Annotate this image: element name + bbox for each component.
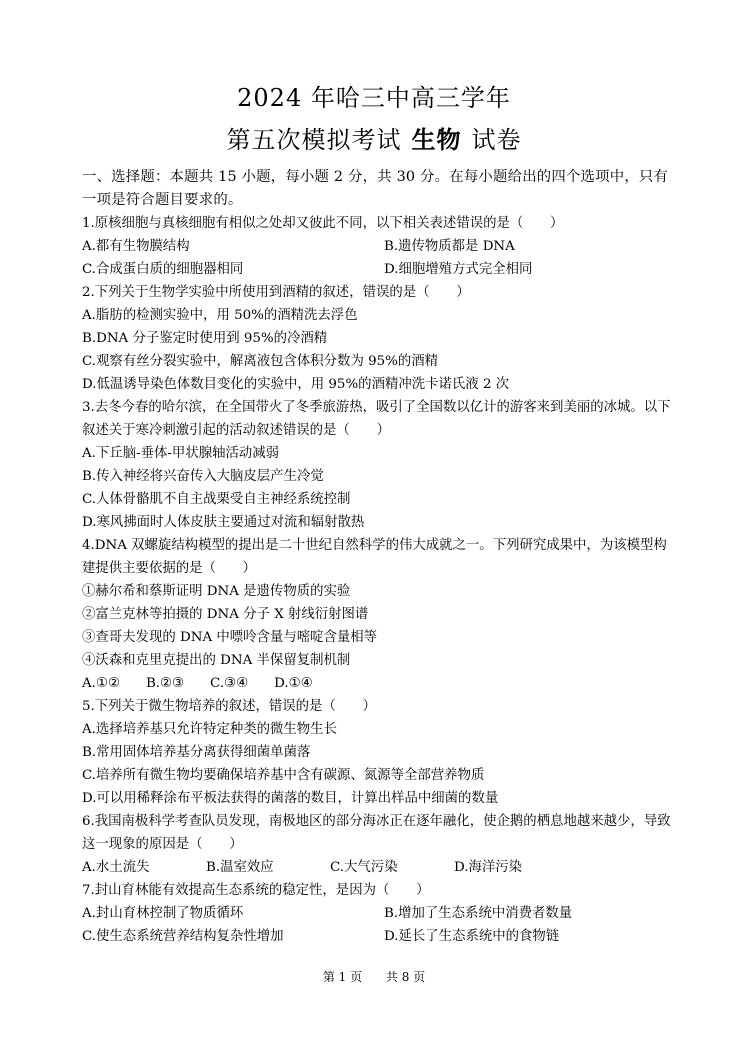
option-a: A.①② (82, 676, 120, 691)
question-3-stem: 3.去冬今春的哈尔滨，在全国带火了冬季旅游热，吸引了全国数以亿计的游客来到美丽的冰城。以下叙述关于寒冷刺激引起的活动叙述错误的是（ ） (82, 400, 671, 438)
exam-subject: 生物 (411, 126, 462, 154)
page-number: 第 1 页 (322, 970, 363, 984)
question-1-stem: 1.原核细胞与真核细胞有相似之处却又彼此不同，以下相关表述错误的是（ ） (82, 216, 564, 231)
option-c: C.观察有丝分裂实验中，解离液包含体积分数为 95%的酒精 (82, 354, 439, 369)
page-total: 共 8 页 (385, 970, 426, 984)
option-a: A.水土流失 (82, 860, 150, 875)
option-b: B.传入神经将兴奋传入大脑皮层产生冷觉 (82, 469, 324, 484)
option-c: C.人体骨骼肌不自主战栗受自主神经系统控制 (82, 492, 351, 507)
option-c: C.使生态系统营养结构复杂性增加 (82, 929, 284, 944)
statement-3: ③查哥夫发现的 DNA 中嘌呤含量与嘧啶含量相等 (82, 630, 378, 645)
question-7-stem: 7.封山育林能有效提高生态系统的稳定性，是因为（ ） (82, 883, 430, 898)
exam-content (82, 166, 672, 948)
option-a: A.脂肪的检测实验中，用 50%的酒精洗去浮色 (82, 308, 358, 323)
option-d: D.延长了生态系统中的食物链 (384, 929, 560, 944)
option-d: D.①④ (274, 676, 313, 691)
question-4-options (82, 672, 672, 695)
option-b: B.温室效应 (206, 860, 274, 875)
question-6-options (82, 856, 672, 879)
option-b: B.常用固体培养基分离获得细菌单菌落 (82, 745, 311, 760)
exam-title-suffix: 试卷 (471, 126, 522, 154)
question-6-stem: 6.我国南极科学考查队员发现，南极地区的部分海冰正在逐年融化，使企鹅的栖息地越来越少，导致这一现象的原因是（ ） (82, 814, 671, 852)
option-b: B.遗传物质都是 DNA (384, 239, 515, 254)
option-a: A.选择培养基只允许特定种类的微生物生长 (82, 722, 337, 737)
section-instructions: 一、选择题：本题共 15 小题，每小题 2 分，共 30 分。在每小题给出的四个选项中，只有一项是符合题目要求的。 (82, 169, 669, 208)
option-c: C.合成蛋白质的细胞器相同 (82, 262, 244, 277)
question-1-options-row1 (82, 235, 672, 258)
question-7-options-row1 (82, 902, 672, 925)
exam-title-line2 (0, 124, 748, 156)
option-c: C.大气污染 (330, 860, 398, 875)
option-d: D.低温诱导染色体数目变化的实验中，用 95%的酒精冲洗卡诺氏液 2 次 (82, 377, 510, 392)
option-a: A.下丘脑-垂体-甲状腺轴活动减弱 (82, 446, 280, 461)
statement-4: ④沃森和克里克提出的 DNA 半保留复制机制 (82, 653, 351, 668)
option-b: B.增加了生态系统中消费者数量 (384, 906, 573, 921)
statement-2: ②富兰克林等拍摄的 DNA 分子 X 射线衍射图谱 (82, 607, 369, 622)
question-7-options-row2 (82, 925, 672, 948)
option-d: D.细胞增殖方式完全相同 (384, 262, 533, 277)
option-d: D.海洋污染 (454, 860, 523, 875)
statement-1: ①赫尔希和蔡斯证明 DNA 是遗传物质的实验 (82, 584, 351, 599)
option-a: A.封山育林控制了物质循环 (82, 906, 244, 921)
question-1-options-row2 (82, 258, 672, 281)
question-2-stem: 2.下列关于生物学实验中所使用到酒精的叙述，错误的是（ ） (82, 285, 470, 300)
option-b: B.DNA 分子鉴定时使用到 95%的冷酒精 (82, 331, 328, 346)
page-footer (0, 969, 748, 985)
exam-title-line1: 2024 年哈三中高三学年 (237, 84, 511, 112)
option-c: C.③④ (210, 676, 249, 691)
option-b: B.②③ (145, 676, 185, 691)
option-c: C.培养所有微生物均要确保培养基中含有碳源、氮源等全部营养物质 (82, 768, 485, 783)
exam-title-prefix: 第五次模拟考试 (226, 126, 402, 154)
question-4-stem: 4.DNA 双螺旋结构模型的提出是二十世纪自然科学的伟大成就之一。下列研究成果中，为该模型构建提供主要依据的是（ ） (82, 538, 667, 576)
option-a: A.都有生物膜结构 (82, 239, 190, 254)
option-d: D.寒风拂面时人体皮肤主要通过对流和辐射散热 (82, 515, 365, 530)
question-5-stem: 5.下列关于微生物培养的叙述，错误的是（ ） (82, 699, 376, 714)
option-d: D.可以用稀释涂布平板法获得的菌落的数目，计算出样品中细菌的数量 (82, 791, 499, 806)
